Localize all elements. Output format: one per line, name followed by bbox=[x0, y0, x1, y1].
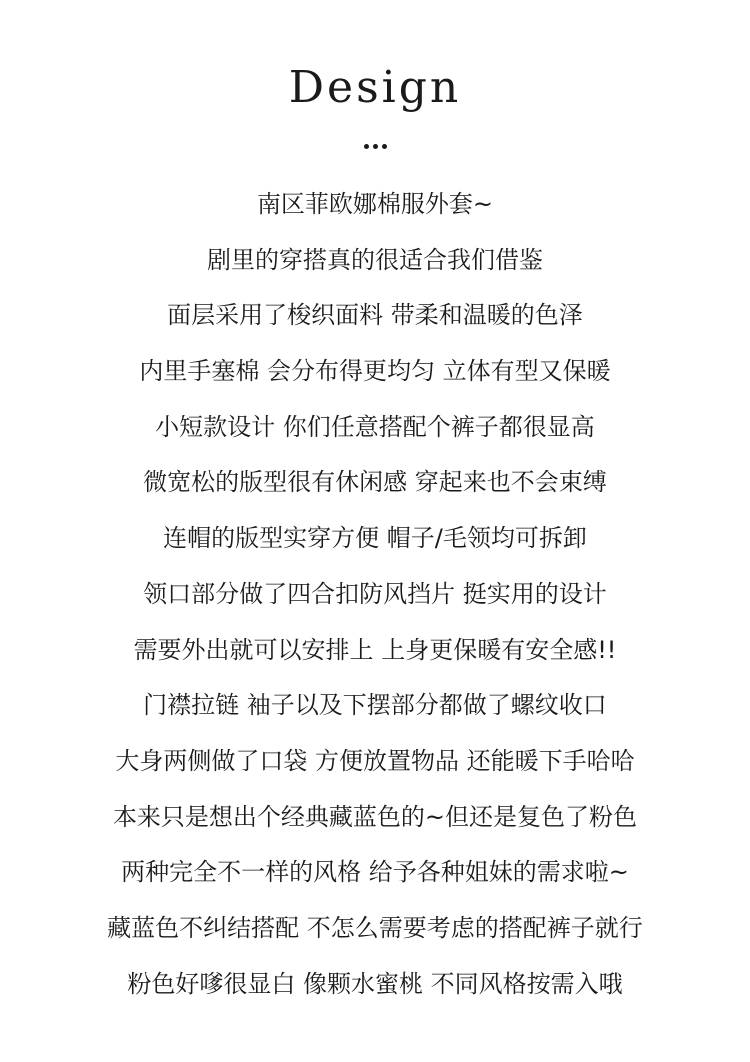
description-line: 领口部分做了四合扣防风挡片 挺实用的设计 bbox=[143, 579, 607, 608]
divider-dot bbox=[364, 144, 369, 149]
description-text-block bbox=[0, 182, 750, 1017]
description-line: 需要外出就可以安排上 上身更保暖有安全感!! bbox=[133, 635, 617, 664]
description-line: 两种完全不一样的风格 给予各种姐妹的需求啦~ bbox=[121, 858, 629, 887]
description-line: 面层采用了梭织面料 带柔和温暖的色泽 bbox=[167, 301, 583, 330]
description-line: 小短款设计 你们任意搭配个裤子都很显高 bbox=[155, 412, 595, 441]
description-line: 粉色好嗲很显白 像颗水蜜桃 不同风格按需入哦 bbox=[127, 969, 623, 998]
description-line: 本来只是想出个经典藏蓝色的~但还是复色了粉色 bbox=[112, 802, 638, 831]
description-line: 大身两侧做了口袋 方便放置物品 还能暖下手哈哈 bbox=[115, 746, 635, 775]
description-line: 内里手塞棉 会分布得更均匀 立体有型又保暖 bbox=[139, 357, 611, 386]
description-line: 剧里的穿搭真的很适合我们借鉴 bbox=[207, 245, 543, 274]
description-line: 连帽的版型实穿方便 帽子/毛领均可拆卸 bbox=[163, 524, 587, 553]
description-line: 藏蓝色不纠结搭配 不怎么需要考虑的搭配裤子就行 bbox=[107, 913, 643, 942]
divider-dot bbox=[373, 144, 378, 149]
ellipsis-divider bbox=[0, 144, 750, 154]
description-line: 南区菲欧娜棉服外套~ bbox=[256, 190, 494, 218]
description-line: 微宽松的版型很有休闲感 穿起来也不会束缚 bbox=[143, 468, 607, 497]
divider-dot bbox=[382, 144, 387, 149]
description-line: 门襟拉链 袖子以及下摆部分都做了螺纹收口 bbox=[143, 691, 607, 720]
section-title: Design bbox=[288, 62, 462, 113]
